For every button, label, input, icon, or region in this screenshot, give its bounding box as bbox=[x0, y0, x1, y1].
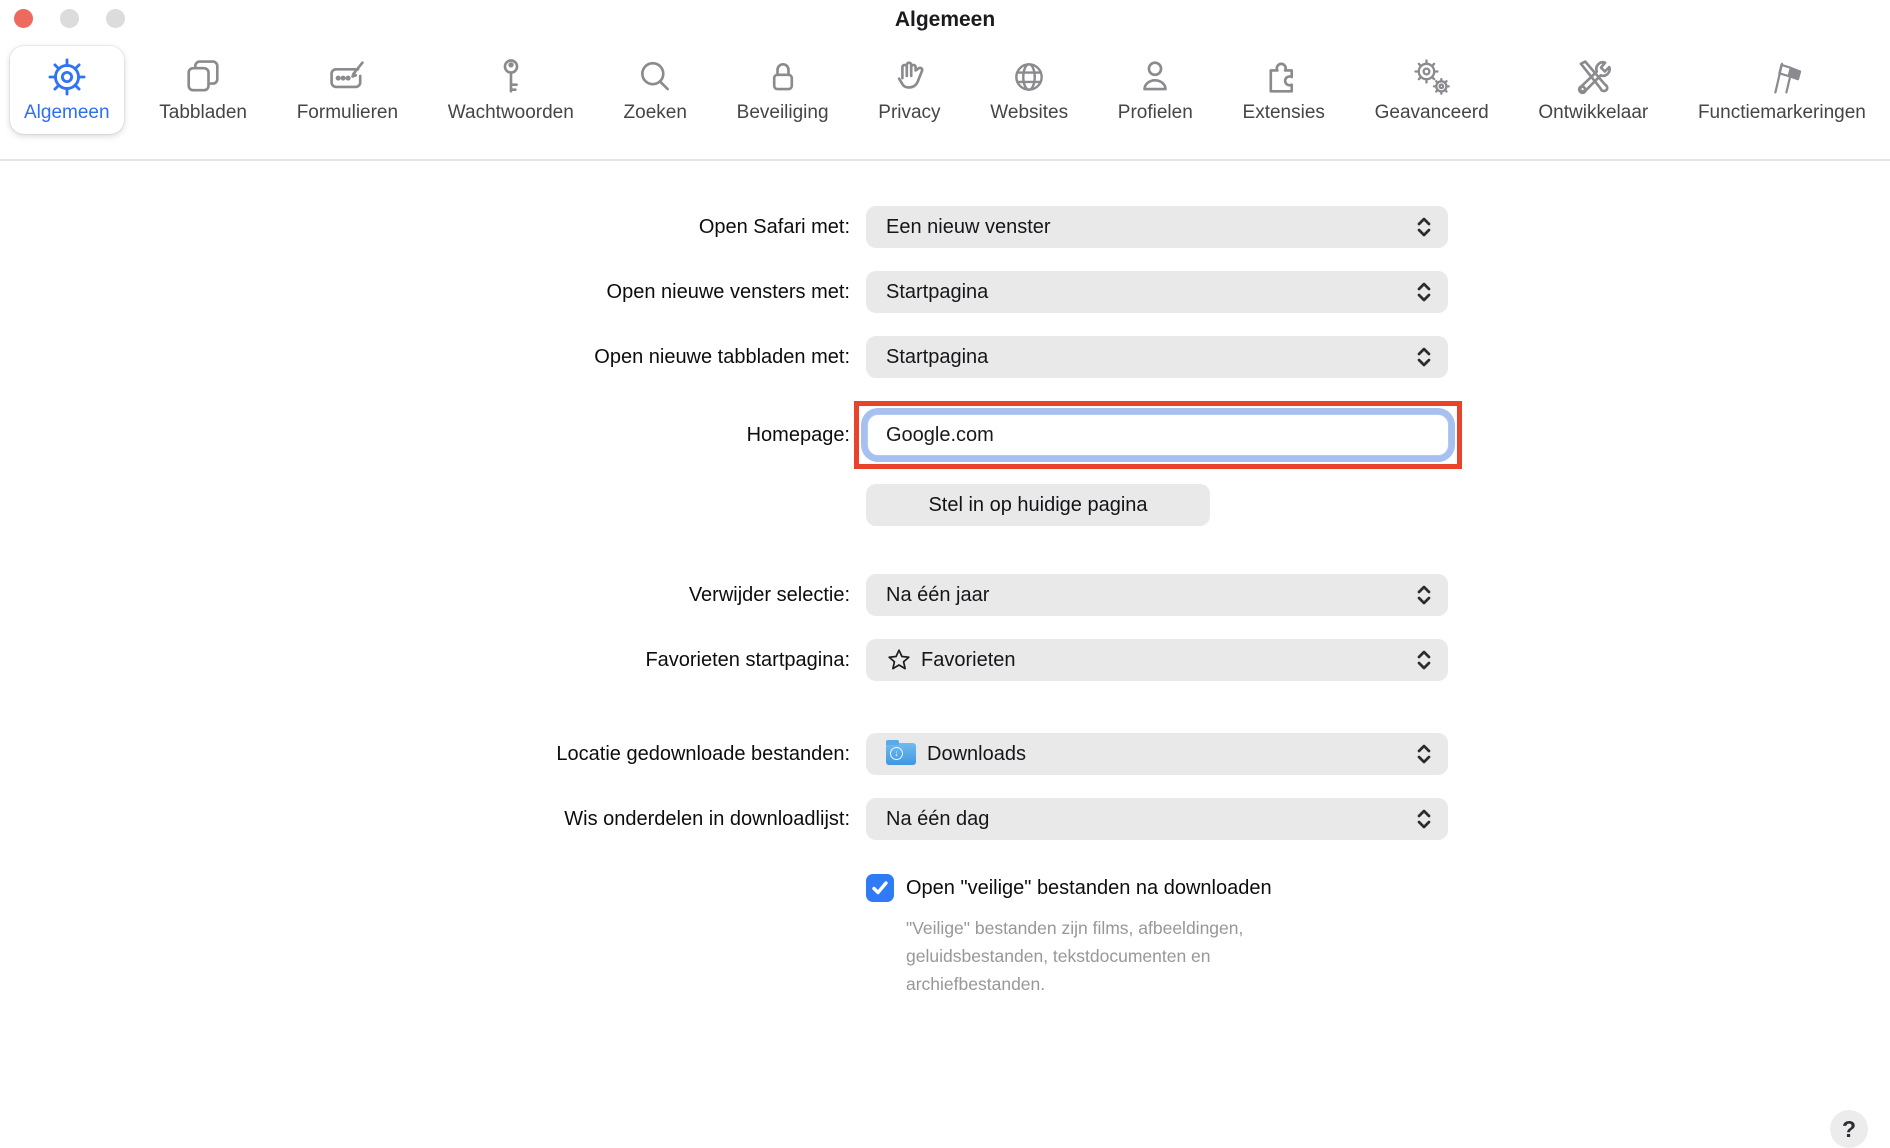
tab-label: Extensies bbox=[1242, 102, 1325, 123]
tab-profielen[interactable] bbox=[1104, 46, 1207, 134]
field-label: Verwijder selectie: bbox=[688, 583, 850, 606]
gears-icon bbox=[1410, 55, 1454, 99]
titlebar bbox=[0, 0, 1890, 46]
setting-row-downloads-location bbox=[0, 733, 1890, 775]
tab-extensies[interactable] bbox=[1229, 46, 1339, 134]
tab-label: Ontwikkelaar bbox=[1538, 102, 1649, 123]
field-label: Wis onderdelen in downloadlijst: bbox=[564, 807, 850, 830]
setting-row-set-current bbox=[0, 484, 1890, 526]
tab-websites[interactable] bbox=[976, 46, 1082, 134]
tools-icon bbox=[1571, 55, 1615, 99]
homepage-input[interactable] bbox=[867, 414, 1449, 456]
setting-row-homepage bbox=[0, 401, 1890, 469]
autofill-form-icon bbox=[325, 55, 369, 99]
tab-zoeken[interactable] bbox=[610, 46, 701, 134]
tab-wachtwoorden[interactable] bbox=[434, 46, 588, 134]
field-label: Locatie gedownloade bestanden: bbox=[556, 742, 850, 765]
tab-ontwikkelaar[interactable] bbox=[1524, 46, 1662, 134]
tab-label: Websites bbox=[990, 102, 1069, 123]
tab-label: Privacy bbox=[878, 102, 941, 123]
checkbox-label: Open "veilige" bestanden na downloaden bbox=[906, 876, 1272, 899]
tab-label: Formulieren bbox=[296, 102, 399, 123]
help-button[interactable]: ? bbox=[1830, 1110, 1868, 1148]
downloads-location-dropdown[interactable]: ↓ Downloads bbox=[866, 733, 1448, 775]
remove-history-dropdown[interactable]: Na één jaar bbox=[866, 574, 1448, 616]
tab-privacy[interactable] bbox=[864, 46, 954, 134]
field-label: Open nieuwe tabbladen met: bbox=[594, 345, 850, 368]
globe-icon bbox=[1007, 55, 1051, 99]
chevron-up-down-icon bbox=[1416, 742, 1432, 766]
settings-toolbar bbox=[0, 46, 1890, 142]
flags-icon bbox=[1760, 55, 1804, 99]
tab-label: Wachtwoorden bbox=[447, 102, 574, 123]
tab-label: Functiemarkeringen bbox=[1697, 102, 1866, 123]
page-title: Algemeen bbox=[894, 8, 996, 31]
tab-label: Tabbladen bbox=[159, 102, 247, 123]
tab-label: Profielen bbox=[1117, 102, 1193, 123]
person-icon bbox=[1133, 55, 1177, 99]
checkmark-icon bbox=[871, 879, 889, 897]
setting-row-favorites bbox=[0, 639, 1890, 681]
safe-files-checkbox[interactable] bbox=[866, 874, 894, 902]
set-current-page-button[interactable]: Stel in op huidige pagina bbox=[866, 484, 1210, 526]
setting-row-remove-history bbox=[0, 574, 1890, 616]
key-icon bbox=[489, 55, 533, 99]
chevron-up-down-icon bbox=[1416, 215, 1432, 239]
tab-functiemarkeringen[interactable] bbox=[1684, 46, 1880, 134]
tab-label: Beveiliging bbox=[736, 102, 829, 123]
favorites-dropdown[interactable]: Favorieten bbox=[866, 639, 1448, 681]
new-windows-dropdown[interactable]: Startpagina bbox=[866, 271, 1448, 313]
star-icon bbox=[886, 647, 912, 673]
tab-formulieren[interactable] bbox=[283, 46, 412, 134]
setting-row-clear-downloads bbox=[0, 798, 1890, 840]
hand-icon bbox=[887, 55, 931, 99]
chevron-up-down-icon bbox=[1416, 648, 1432, 672]
field-label: Favorieten startpagina: bbox=[645, 648, 850, 671]
setting-row-open-safari bbox=[0, 206, 1890, 248]
clear-downloads-dropdown[interactable]: Na één dag bbox=[866, 798, 1448, 840]
annotation-highlight-box bbox=[854, 401, 1462, 469]
chevron-up-down-icon bbox=[1416, 345, 1432, 369]
tab-label: Algemeen bbox=[24, 102, 110, 123]
general-settings-pane bbox=[0, 161, 1890, 1142]
field-label: Open nieuwe vensters met: bbox=[606, 280, 850, 303]
chevron-up-down-icon bbox=[1416, 583, 1432, 607]
lock-icon bbox=[761, 55, 805, 99]
field-label: Homepage: bbox=[746, 423, 850, 446]
tab-algemeen[interactable] bbox=[10, 46, 124, 134]
setting-row-new-windows bbox=[0, 271, 1890, 313]
chevron-up-down-icon bbox=[1416, 807, 1432, 831]
tab-beveiliging[interactable] bbox=[723, 46, 843, 134]
tab-tabbladen[interactable] bbox=[145, 46, 261, 134]
puzzle-icon bbox=[1262, 55, 1306, 99]
tab-label: Geavanceerd bbox=[1374, 102, 1489, 123]
tab-geavanceerd[interactable] bbox=[1361, 46, 1503, 134]
setting-row-safe-files bbox=[866, 874, 1890, 902]
chevron-up-down-icon bbox=[1416, 280, 1432, 304]
new-tabs-dropdown[interactable]: Startpagina bbox=[866, 336, 1448, 378]
downloads-folder-icon: ↓ bbox=[886, 743, 916, 765]
gear-icon bbox=[45, 55, 89, 99]
tab-label: Zoeken bbox=[623, 102, 687, 123]
setting-row-new-tabs bbox=[0, 336, 1890, 378]
field-label: Open Safari met: bbox=[698, 215, 850, 238]
tabs-icon bbox=[181, 55, 225, 99]
safe-files-description: "Veilige" bestanden zijn films, afbeeldingen, geluidsbestanden, tekstdocumenten en archiefbestanden. bbox=[906, 918, 1244, 994]
search-icon bbox=[633, 55, 677, 99]
open-safari-dropdown[interactable]: Een nieuw venster bbox=[866, 206, 1448, 248]
